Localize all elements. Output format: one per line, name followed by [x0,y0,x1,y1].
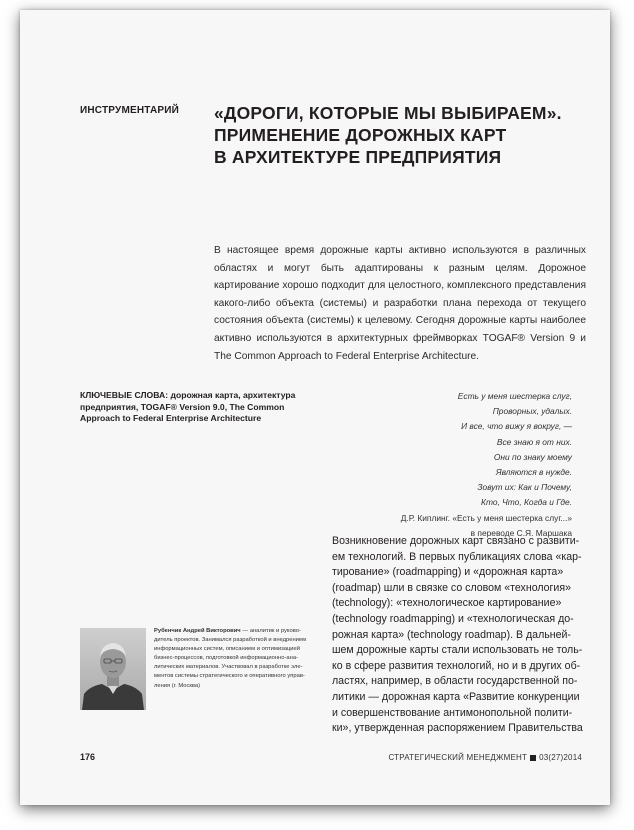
body-line: ки», утвержденная распоряжением Правительства [332,722,583,735]
epigraph [312,389,572,541]
epigraph-line: Проворных, удалых. [492,406,572,417]
body-line: Возникновение дорожных карт связано с развити- [332,535,580,547]
author-bio-line: литических материалов. Участвовал в разработке эле- [154,664,303,671]
journal-page [20,10,610,805]
author-bio-line: информационных систем, описанием и оптимизацией [154,646,300,653]
keywords-label: КЛЮЧЕВЫЕ СЛОВА: [80,390,169,400]
rubric-label: ИНСТРУМЕНТАРИЙ [80,105,180,116]
body-line: тирование» (roadmapping) и «дорожная карта» [332,566,564,579]
title-line-1: «ДОРОГИ, КОТОРЫЕ МЫ ВЫБИРАЕМ». [214,103,562,123]
epigraph-line: Зовут их: Как и Почему, [477,482,572,493]
body-line: шем дорожные карты стали использовать не толь- [332,644,583,657]
keywords-block [80,390,325,425]
body-line: литики — дорожная карта «Развитие конкуренции [332,690,580,703]
epigraph-line: Все знаю я от них. [496,436,572,447]
abstract: В настоящее время дорожные карты активно используются в различных областях и могут быть адаптированы к разным целям. Дорожное картирование хорошо подходит для целостного, комплексного представления какого-либо объекта (системы) и разработки плана перехода от текущего состояния объекта (системы) к целевому. Сегодня дорожные карты наиболее активно используются в архитектурных фреймворках TOGAF® Version 9 и The Common Approach to Federal Enterprise Architecture. [214,245,586,362]
body-line: ластях, например, в области государственной по- [332,675,578,688]
epigraph-source: Д.Р. Киплинг. «Есть у меня шестерка слуг...» [400,512,572,523]
body-line: ко в сфере развития технологий, но и в других об- [332,659,581,672]
body-line: (technology roadmapping) и «технологическая до- [332,612,574,625]
keywords-text: дорожная карта, архитектура предприятия, TOGAF® Version 9.0, The Common Approach to Federal Enterprise Architecture [80,390,296,423]
article-body [332,534,584,737]
body-line: (technology): «технологическое картирование» [332,597,562,610]
article-title [214,102,604,168]
page-number: 176 [80,752,96,762]
author-portrait-icon [80,628,146,710]
author-bio-line: бизнес-процессов, подготовкой информационно-ана- [154,655,298,662]
journal-name: СТРАТЕГИЧЕСКИЙ МЕНЕДЖМЕНТ [388,753,528,762]
title-line-2: ПРИМЕНЕНИЕ ДОРОЖНЫХ КАРТ [214,125,507,145]
body-line: и совершенствование антимонопольной полити- [332,706,573,719]
body-line: рожная карта» (technology roadmap). В дальней- [332,628,571,641]
epigraph-line: Являются в нужде. [495,467,572,478]
epigraph-translation: в переводе С.Я. Маршака [470,527,572,538]
square-icon [530,755,536,761]
body-line: (roadmap) шли в связке со словом «технология» [332,581,571,594]
author-bio-line: дитель проектов. Занимался разработкой и внедрением [154,637,307,644]
author-name: Рубенчик Андрей Викторович [154,628,241,634]
author-bio-line: ментов системы стратегического и оперативного управ- [154,673,305,680]
author-bio-line: — аналитик и руково- [240,628,301,634]
title-line-3: В АРХИТЕКТУРЕ ПРЕДПРИЯТИЯ [214,147,502,167]
body-line: ем технологий. В первых публикациях слова «кар- [332,550,582,563]
journal-issue: 03(27)2014 [539,753,582,762]
epigraph-line: И все, что вижу я вокруг, — [461,421,572,432]
epigraph-line: Кто, Что, Когда и Где. [481,497,572,508]
author-bio [154,627,322,691]
journal-footer [388,753,582,762]
author-photo [80,628,146,710]
epigraph-line: Они по знаку моему [493,451,572,462]
author-bio-line: ления (г. Москва) [154,682,201,689]
epigraph-line: Есть у меня шестерка слуг, [457,391,572,401]
